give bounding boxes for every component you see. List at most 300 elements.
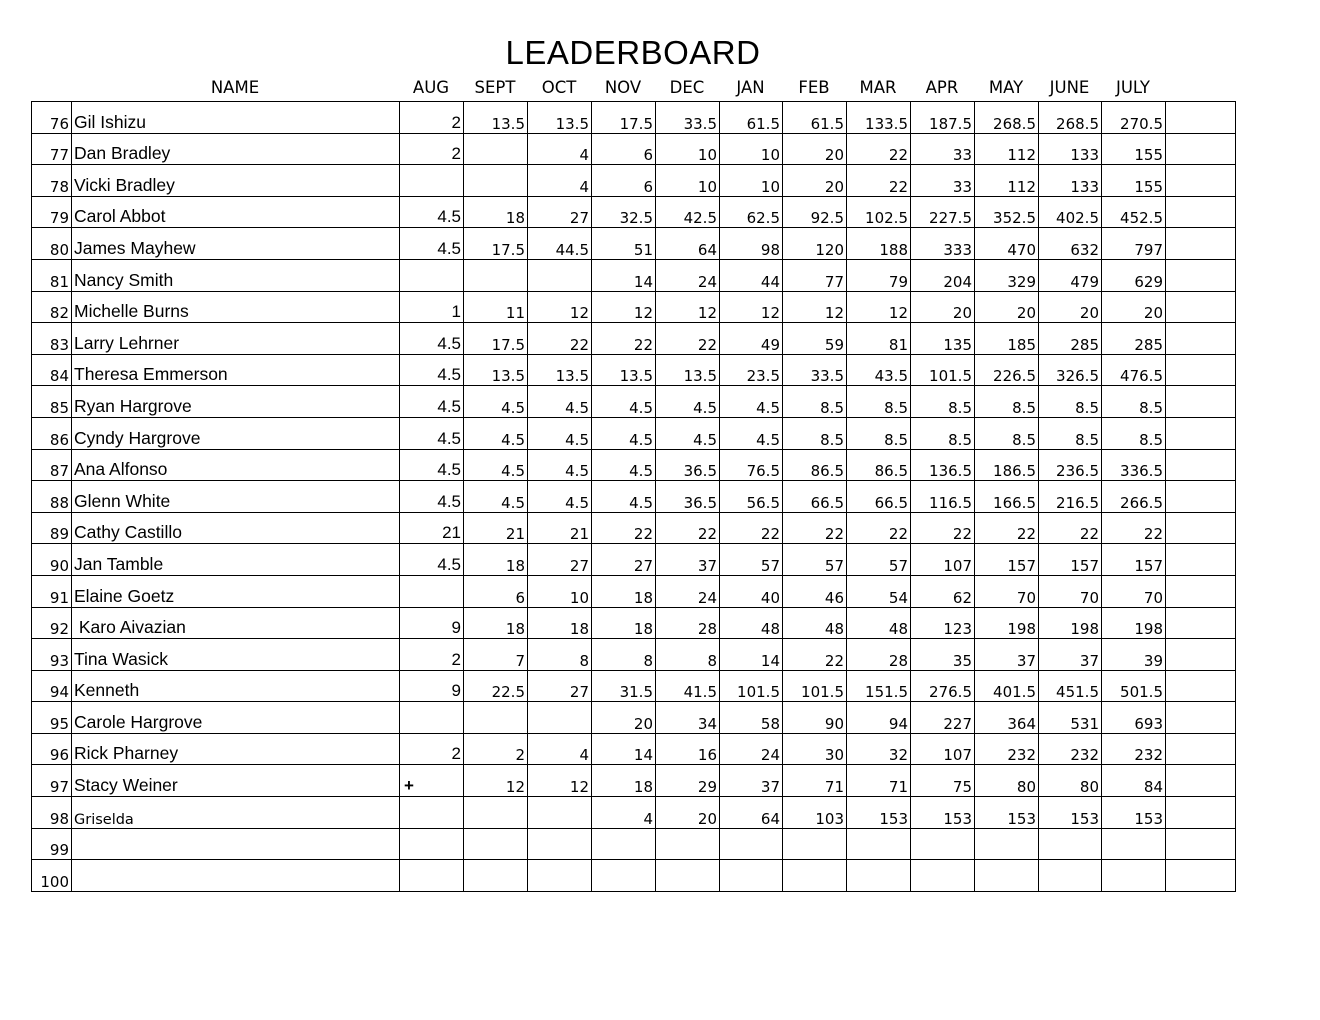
- table-row: [32, 828, 1236, 860]
- aug-score-cell: 2: [400, 133, 464, 165]
- month-score-cell: 33.5: [783, 354, 847, 386]
- table-row: [32, 639, 1236, 671]
- month-score-cell: 12: [720, 291, 783, 323]
- month-score-cell: 44: [720, 259, 783, 291]
- row-number: 86: [32, 417, 72, 449]
- month-score-cell: 4.5: [592, 386, 656, 418]
- month-score-cell: 22: [847, 165, 911, 197]
- month-score-cell: 13.5: [592, 354, 656, 386]
- column-header-may: MAY: [988, 78, 1024, 97]
- month-score-cell: 112: [975, 133, 1039, 165]
- row-number: 80: [32, 228, 72, 260]
- month-score-cell: [528, 860, 592, 892]
- month-score-cell: 188: [847, 228, 911, 260]
- month-score-cell: 4.5: [720, 386, 783, 418]
- month-score-cell: 10: [656, 165, 720, 197]
- month-score-cell: 75: [911, 765, 975, 797]
- month-score-cell: 116.5: [911, 481, 975, 513]
- month-score-cell: 198: [1102, 607, 1166, 639]
- month-score-cell: 57: [847, 544, 911, 576]
- row-number: 83: [32, 323, 72, 355]
- row-number: 95: [32, 702, 72, 734]
- month-score-cell: 41.5: [656, 670, 720, 702]
- month-score-cell: 92.5: [783, 196, 847, 228]
- month-score-cell: 632: [1039, 228, 1102, 260]
- month-score-cell: 12: [464, 765, 528, 797]
- month-score-cell: 22: [592, 323, 656, 355]
- row-number: 99: [32, 828, 72, 860]
- month-score-cell: 86.5: [847, 449, 911, 481]
- month-score-cell: 4.5: [528, 449, 592, 481]
- row-number: 90: [32, 544, 72, 576]
- month-score-cell: 13.5: [528, 102, 592, 134]
- month-score-cell: 10: [528, 575, 592, 607]
- month-score-cell: 451.5: [1039, 670, 1102, 702]
- month-score-cell: 364: [975, 702, 1039, 734]
- month-score-cell: 13.5: [528, 354, 592, 386]
- player-name-cell: Carole Hargrove: [72, 702, 400, 734]
- month-score-cell: [464, 133, 528, 165]
- month-score-cell: 54: [847, 575, 911, 607]
- month-score-cell: 4: [528, 165, 592, 197]
- month-score-cell: 22: [783, 512, 847, 544]
- month-score-cell: 12: [592, 291, 656, 323]
- month-score-cell: 21: [464, 512, 528, 544]
- month-score-cell: 17.5: [592, 102, 656, 134]
- column-header-jan: JAN: [736, 78, 765, 97]
- month-score-cell: [1102, 860, 1166, 892]
- row-number: 87: [32, 449, 72, 481]
- month-score-cell: 22: [1039, 512, 1102, 544]
- month-score-cell: 8.5: [1102, 417, 1166, 449]
- month-score-cell: [656, 860, 720, 892]
- blank-cell: [1166, 291, 1236, 323]
- month-score-cell: 32.5: [592, 196, 656, 228]
- month-score-cell: 33: [911, 133, 975, 165]
- aug-score-cell: [400, 702, 464, 734]
- month-score-cell: 57: [783, 544, 847, 576]
- month-score-cell: 58: [720, 702, 783, 734]
- table-row: [32, 354, 1236, 386]
- month-score-cell: 66.5: [847, 481, 911, 513]
- column-header-oct: OCT: [541, 78, 577, 97]
- column-header-sept: SEPT: [474, 78, 516, 97]
- month-score-cell: 37: [720, 765, 783, 797]
- player-name-cell: [72, 860, 400, 892]
- table-row: [32, 323, 1236, 355]
- month-score-cell: [1039, 860, 1102, 892]
- month-score-cell: [911, 860, 975, 892]
- month-score-cell: 18: [592, 765, 656, 797]
- month-score-cell: 4: [528, 133, 592, 165]
- month-score-cell: 402.5: [1039, 196, 1102, 228]
- table-row: [32, 797, 1236, 829]
- month-score-cell: 352.5: [975, 196, 1039, 228]
- month-score-cell: 333: [911, 228, 975, 260]
- month-score-cell: 155: [1102, 165, 1166, 197]
- month-score-cell: 470: [975, 228, 1039, 260]
- blank-cell: [1166, 259, 1236, 291]
- blank-cell: [1166, 102, 1236, 134]
- aug-score-cell: 9: [400, 670, 464, 702]
- month-score-cell: 22: [847, 512, 911, 544]
- month-score-cell: 112: [975, 165, 1039, 197]
- month-score-cell: 32: [847, 733, 911, 765]
- month-score-cell: 479: [1039, 259, 1102, 291]
- row-number: 77: [32, 133, 72, 165]
- month-score-cell: 20: [1039, 291, 1102, 323]
- month-score-cell: 16: [656, 733, 720, 765]
- month-score-cell: 46: [783, 575, 847, 607]
- month-score-cell: [1102, 828, 1166, 860]
- month-score-cell: 157: [1039, 544, 1102, 576]
- month-score-cell: 20: [911, 291, 975, 323]
- month-score-cell: 103: [783, 797, 847, 829]
- month-score-cell: 216.5: [1039, 481, 1102, 513]
- month-score-cell: 17.5: [464, 228, 528, 260]
- month-score-cell: 18: [464, 544, 528, 576]
- aug-score-cell: 4.5: [400, 449, 464, 481]
- month-score-cell: 18: [592, 575, 656, 607]
- row-number: 78: [32, 165, 72, 197]
- month-score-cell: 22: [911, 512, 975, 544]
- month-score-cell: 62.5: [720, 196, 783, 228]
- month-score-cell: 70: [975, 575, 1039, 607]
- blank-cell: [1166, 165, 1236, 197]
- player-name-cell: Cathy Castillo: [72, 512, 400, 544]
- month-score-cell: 20: [1102, 291, 1166, 323]
- row-number: 76: [32, 102, 72, 134]
- blank-cell: [1166, 670, 1236, 702]
- month-score-cell: [464, 259, 528, 291]
- table-row: [32, 733, 1236, 765]
- player-name-cell: Nancy Smith: [72, 259, 400, 291]
- month-score-cell: 693: [1102, 702, 1166, 734]
- month-score-cell: 4.5: [592, 417, 656, 449]
- month-score-cell: 452.5: [1102, 196, 1166, 228]
- month-score-cell: [975, 828, 1039, 860]
- month-score-cell: 20: [656, 797, 720, 829]
- month-score-cell: [847, 860, 911, 892]
- aug-score-cell: 4.5: [400, 544, 464, 576]
- month-score-cell: 22: [592, 512, 656, 544]
- month-score-cell: 22: [528, 323, 592, 355]
- month-score-cell: 36.5: [656, 449, 720, 481]
- month-score-cell: 10: [656, 133, 720, 165]
- month-score-cell: 33.5: [656, 102, 720, 134]
- month-score-cell: 18: [464, 196, 528, 228]
- month-score-cell: 4.5: [592, 449, 656, 481]
- month-score-cell: 8.5: [783, 417, 847, 449]
- row-number: 79: [32, 196, 72, 228]
- player-name-cell: Gil Ishizu: [72, 102, 400, 134]
- month-score-cell: 22: [656, 512, 720, 544]
- player-name-cell: Kenneth: [72, 670, 400, 702]
- month-score-cell: 226.5: [975, 354, 1039, 386]
- month-score-cell: 153: [847, 797, 911, 829]
- month-score-cell: 51: [592, 228, 656, 260]
- player-name-cell: Dan Bradley: [72, 133, 400, 165]
- blank-cell: [1166, 512, 1236, 544]
- month-score-cell: 13.5: [464, 354, 528, 386]
- aug-score-cell: 4.5: [400, 481, 464, 513]
- blank-cell: [1166, 639, 1236, 671]
- month-score-cell: 79: [847, 259, 911, 291]
- month-score-cell: [783, 828, 847, 860]
- month-score-cell: 4: [528, 733, 592, 765]
- month-score-cell: 153: [1039, 797, 1102, 829]
- table-row: [32, 386, 1236, 418]
- month-score-cell: 22: [975, 512, 1039, 544]
- month-score-cell: 8: [592, 639, 656, 671]
- table-row: [32, 481, 1236, 513]
- month-score-cell: 71: [847, 765, 911, 797]
- table-row: [32, 133, 1236, 165]
- month-score-cell: 185: [975, 323, 1039, 355]
- month-score-cell: 80: [1039, 765, 1102, 797]
- month-score-cell: [528, 828, 592, 860]
- month-score-cell: 35: [911, 639, 975, 671]
- month-score-cell: 13.5: [656, 354, 720, 386]
- blank-cell: [1166, 702, 1236, 734]
- row-number: 91: [32, 575, 72, 607]
- table-row: [32, 291, 1236, 323]
- month-score-cell: 17.5: [464, 323, 528, 355]
- aug-score-cell: 1: [400, 291, 464, 323]
- column-header-mar: MAR: [859, 78, 897, 97]
- month-score-cell: 8.5: [847, 386, 911, 418]
- month-score-cell: 24: [720, 733, 783, 765]
- month-score-cell: 22: [720, 512, 783, 544]
- month-score-cell: 64: [720, 797, 783, 829]
- month-score-cell: 4.5: [528, 417, 592, 449]
- month-score-cell: 155: [1102, 133, 1166, 165]
- month-score-cell: 61.5: [720, 102, 783, 134]
- player-name-cell: Elaine Goetz: [72, 575, 400, 607]
- blank-cell: [1166, 765, 1236, 797]
- column-header-apr: APR: [925, 78, 959, 97]
- row-number: 94: [32, 670, 72, 702]
- month-score-cell: 14: [720, 639, 783, 671]
- column-header-nov: NOV: [604, 78, 642, 97]
- month-score-cell: 12: [528, 291, 592, 323]
- blank-cell: [1166, 733, 1236, 765]
- row-number: 88: [32, 481, 72, 513]
- month-score-cell: 133.5: [847, 102, 911, 134]
- month-score-cell: 56.5: [720, 481, 783, 513]
- aug-score-cell: [400, 797, 464, 829]
- month-score-cell: 4.5: [464, 386, 528, 418]
- month-score-cell: 186.5: [975, 449, 1039, 481]
- blank-cell: [1166, 544, 1236, 576]
- month-score-cell: 232: [1039, 733, 1102, 765]
- month-score-cell: [464, 797, 528, 829]
- table-row: [32, 196, 1236, 228]
- month-score-cell: 133: [1039, 165, 1102, 197]
- month-score-cell: 285: [1039, 323, 1102, 355]
- month-score-cell: 227.5: [911, 196, 975, 228]
- month-score-cell: 285: [1102, 323, 1166, 355]
- month-score-cell: 135: [911, 323, 975, 355]
- table-row: [32, 512, 1236, 544]
- month-score-cell: 4.5: [528, 386, 592, 418]
- month-score-cell: 48: [720, 607, 783, 639]
- month-score-cell: 501.5: [1102, 670, 1166, 702]
- blank-cell: [1166, 354, 1236, 386]
- row-number: 84: [32, 354, 72, 386]
- month-score-cell: 4.5: [656, 417, 720, 449]
- month-score-cell: 24: [656, 259, 720, 291]
- month-score-cell: 153: [911, 797, 975, 829]
- blank-cell: [1166, 860, 1236, 892]
- blank-cell: [1166, 607, 1236, 639]
- month-score-cell: 236.5: [1039, 449, 1102, 481]
- month-score-cell: 61.5: [783, 102, 847, 134]
- aug-score-cell: +: [400, 765, 464, 797]
- month-score-cell: 2: [464, 733, 528, 765]
- month-score-cell: 133: [1039, 133, 1102, 165]
- table-row: [32, 765, 1236, 797]
- month-score-cell: 153: [975, 797, 1039, 829]
- table-row: [32, 607, 1236, 639]
- player-name-cell: Ana Alfonso: [72, 449, 400, 481]
- month-score-cell: 157: [1102, 544, 1166, 576]
- month-score-cell: [847, 828, 911, 860]
- month-score-cell: 34: [656, 702, 720, 734]
- player-name-cell: Griselda: [72, 797, 400, 829]
- month-score-cell: 101.5: [911, 354, 975, 386]
- table-row: [32, 259, 1236, 291]
- row-number: 93: [32, 639, 72, 671]
- month-score-cell: 401.5: [975, 670, 1039, 702]
- month-score-cell: 48: [783, 607, 847, 639]
- leaderboard-body: [32, 102, 1236, 892]
- month-score-cell: 81: [847, 323, 911, 355]
- month-score-cell: 22: [1102, 512, 1166, 544]
- month-score-cell: 42.5: [656, 196, 720, 228]
- month-score-cell: 27: [528, 670, 592, 702]
- month-score-cell: 22: [847, 133, 911, 165]
- month-score-cell: 27: [592, 544, 656, 576]
- player-name-cell: Ryan Hargrove: [72, 386, 400, 418]
- row-number: 82: [32, 291, 72, 323]
- month-score-cell: 31.5: [592, 670, 656, 702]
- row-number: 97: [32, 765, 72, 797]
- month-score-cell: 107: [911, 733, 975, 765]
- month-score-cell: 797: [1102, 228, 1166, 260]
- month-score-cell: 22: [783, 639, 847, 671]
- month-score-cell: 4: [592, 797, 656, 829]
- month-score-cell: 24: [656, 575, 720, 607]
- blank-cell: [1166, 417, 1236, 449]
- month-score-cell: 18: [592, 607, 656, 639]
- month-score-cell: 37: [656, 544, 720, 576]
- month-score-cell: 20: [783, 133, 847, 165]
- month-score-cell: [464, 860, 528, 892]
- month-score-cell: 18: [464, 607, 528, 639]
- month-score-cell: 4.5: [464, 417, 528, 449]
- month-score-cell: 84: [1102, 765, 1166, 797]
- month-score-cell: [783, 860, 847, 892]
- table-row: [32, 102, 1236, 134]
- month-score-cell: 166.5: [975, 481, 1039, 513]
- month-score-cell: 4.5: [464, 449, 528, 481]
- month-score-cell: 70: [1039, 575, 1102, 607]
- month-score-cell: 8: [528, 639, 592, 671]
- blank-cell: [1166, 196, 1236, 228]
- month-score-cell: 102.5: [847, 196, 911, 228]
- month-score-cell: 157: [975, 544, 1039, 576]
- month-score-cell: 8.5: [783, 386, 847, 418]
- month-score-cell: 10: [720, 133, 783, 165]
- month-score-cell: [975, 860, 1039, 892]
- blank-cell: [1166, 228, 1236, 260]
- aug-score-cell: 2: [400, 733, 464, 765]
- table-row: [32, 165, 1236, 197]
- column-header-feb: FEB: [798, 78, 830, 97]
- player-name-cell: [72, 828, 400, 860]
- player-name-cell: Larry Lehrner: [72, 323, 400, 355]
- month-score-cell: [592, 860, 656, 892]
- month-score-cell: 90: [783, 702, 847, 734]
- aug-score-cell: 4.5: [400, 323, 464, 355]
- month-score-cell: 62: [911, 575, 975, 607]
- month-score-cell: 204: [911, 259, 975, 291]
- month-score-cell: 6: [592, 165, 656, 197]
- month-score-cell: 326.5: [1039, 354, 1102, 386]
- month-score-cell: 43.5: [847, 354, 911, 386]
- aug-score-cell: 4.5: [400, 196, 464, 228]
- player-name-cell: Michelle Burns: [72, 291, 400, 323]
- month-score-cell: 7: [464, 639, 528, 671]
- aug-score-cell: [400, 165, 464, 197]
- player-name-cell: Carol Abbot: [72, 196, 400, 228]
- month-score-cell: 8.5: [975, 417, 1039, 449]
- month-score-cell: 187.5: [911, 102, 975, 134]
- table-row: [32, 670, 1236, 702]
- month-score-cell: 30: [783, 733, 847, 765]
- month-score-cell: 76.5: [720, 449, 783, 481]
- month-score-cell: 227: [911, 702, 975, 734]
- month-score-cell: 6: [592, 133, 656, 165]
- blank-cell: [1166, 797, 1236, 829]
- month-score-cell: [720, 828, 783, 860]
- aug-score-cell: 4.5: [400, 354, 464, 386]
- month-score-cell: 4.5: [528, 481, 592, 513]
- column-header-aug: AUG: [412, 78, 450, 97]
- month-score-cell: 232: [975, 733, 1039, 765]
- month-score-cell: 48: [847, 607, 911, 639]
- column-header-dec: DEC: [669, 78, 705, 97]
- month-score-cell: 12: [847, 291, 911, 323]
- month-score-cell: 18: [528, 607, 592, 639]
- month-score-cell: 59: [783, 323, 847, 355]
- blank-cell: [1166, 449, 1236, 481]
- month-score-cell: 123: [911, 607, 975, 639]
- month-score-cell: 22.5: [464, 670, 528, 702]
- aug-score-cell: 2: [400, 639, 464, 671]
- blank-cell: [1166, 133, 1236, 165]
- month-score-cell: 12: [528, 765, 592, 797]
- aug-score-cell: [400, 860, 464, 892]
- month-score-cell: 153: [1102, 797, 1166, 829]
- row-number: 92: [32, 607, 72, 639]
- month-score-cell: 6: [464, 575, 528, 607]
- player-name-cell: Theresa Emmerson: [72, 354, 400, 386]
- month-score-cell: 33: [911, 165, 975, 197]
- month-score-cell: 28: [656, 607, 720, 639]
- month-score-cell: 629: [1102, 259, 1166, 291]
